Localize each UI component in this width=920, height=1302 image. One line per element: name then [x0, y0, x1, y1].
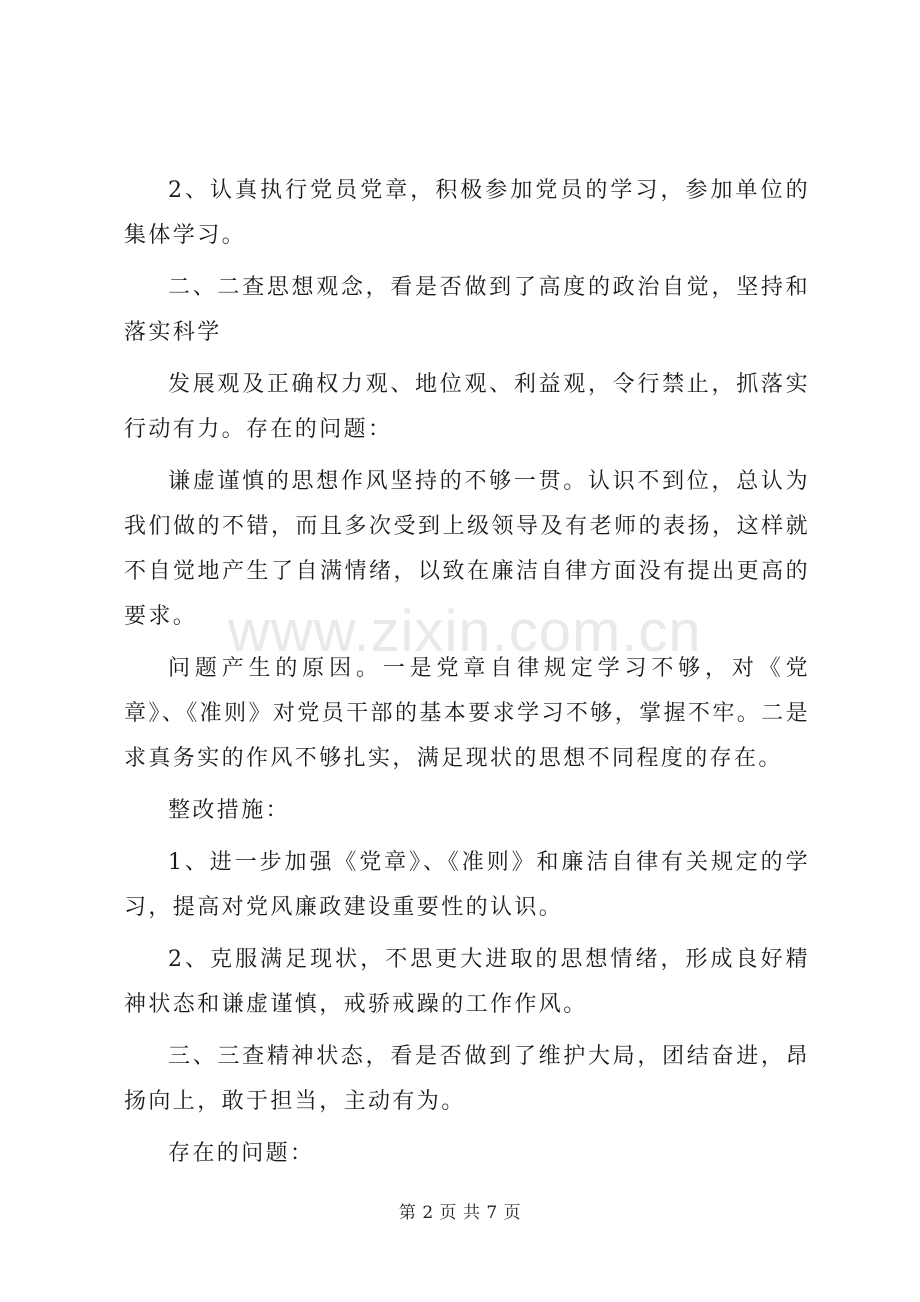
page-number-footer: 第 2 页 共 7 页	[398, 1203, 522, 1223]
paragraph-study-party-constitution: 2、认真执行党员党章，积极参加党员的学习，参加单位的集体学习。	[124, 178, 810, 248]
paragraph-problem-causes: 问题产生的原因。一是党章自律规定学习不够，对《党章》、《准则》对党员干部的基本要求学习不够，掌握不牢。二是求真务实的作风不够扎实，满足现状的思想不同程度的存在。	[124, 656, 810, 771]
paragraph-section-two-heading: 二、二查思想观念，看是否做到了高度的政治自觉，坚持和落实科学	[124, 275, 810, 345]
paragraph-development-view: 发展观及正确权力观、地位观、利益观，令行禁止，抓落实行动有力。存在的问题：	[124, 372, 810, 442]
paragraph-rectification-item-2: 2、克服满足现状，不思更大进取的思想情绪，形成良好精神状态和谦虚谨慎，戒骄戒躁的工作作风。	[124, 947, 810, 1017]
paragraph-existing-problems: 存在的问题：	[168, 1141, 315, 1166]
watermark-text: www.zixin.com.cn	[228, 599, 702, 664]
paragraph-humility-problem: 谦虚谨慎的思想作风坚持的不够一贯。认识不到位，总认为我们做的不错，而且多次受到上级领导及有老师的表扬，这样就不自觉地产生了自满情绪，以致在廉洁自律方面没有提出更高的要求。	[124, 469, 810, 629]
document-body	[124, 168, 810, 1183]
paragraph-rectification-heading: 整改措施：	[168, 798, 291, 823]
paragraph-rectification-item-1: 1、进一步加强《党章》、《准则》和廉洁自律有关规定的学习，提高对党风廉政建设重要性的认识。	[124, 850, 810, 920]
paragraph-section-three-heading: 三、三查精神状态，看是否做到了维护大局，团结奋进，昂扬向上，敢于担当，主动有为。	[124, 1044, 810, 1114]
